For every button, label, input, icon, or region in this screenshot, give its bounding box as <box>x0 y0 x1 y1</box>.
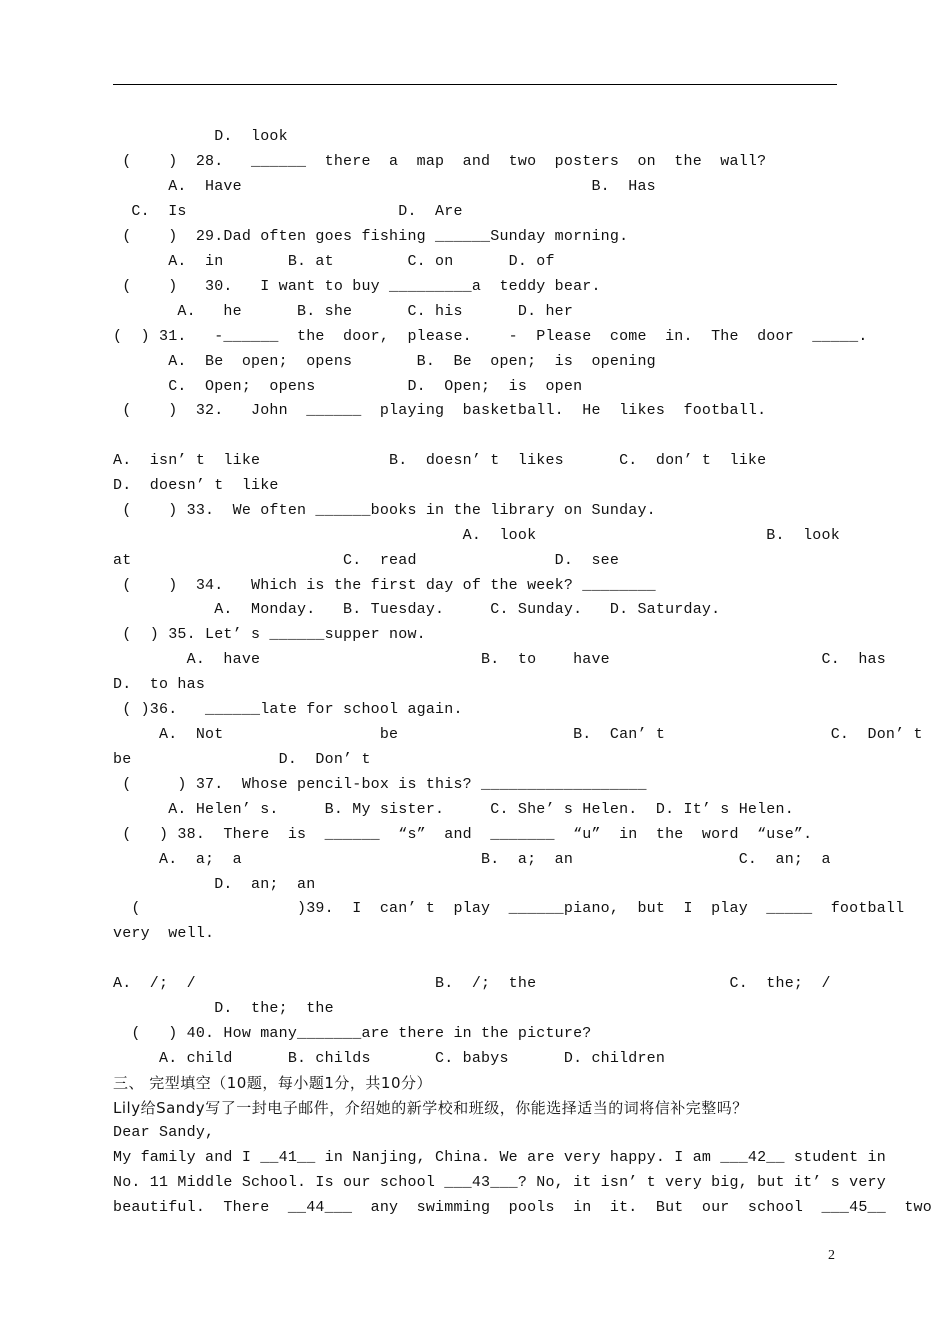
text-line: A. he B. she C. his D. her <box>113 303 574 320</box>
question-38: ( ) 38. There is ______ “s” and _______ “u” in the word “use”. <box>113 826 813 843</box>
question-33: ( ) 33. We often ______books in the library on Sunday. <box>113 502 656 519</box>
letter-greeting: Dear Sandy, <box>113 1124 215 1141</box>
blank-line <box>113 426 837 446</box>
text-line: A. a; a B. a; an C. an; a <box>113 851 831 868</box>
text-line: D. doesn’ t like <box>113 477 279 494</box>
question-32: ( ) 32. John ______ playing basketball. He likes football. <box>113 402 767 419</box>
text-line: A. Be open; opens B. Be open; is opening <box>113 353 656 370</box>
text-line: A. Not be B. Can’ t C. Don’ t <box>113 726 923 743</box>
letter-body-line: My family and I __41__ in Nanjing, China. We are very happy. I am ___42__ student in <box>113 1149 886 1166</box>
question-36: ( )36. ______late for school again. <box>113 701 463 718</box>
text-line: A. isn’ t like B. doesn’ t likes C. don’ t like <box>113 452 767 469</box>
text-line: D. an; an <box>113 876 316 893</box>
header-rule <box>113 84 837 85</box>
page-number: 2 <box>828 1248 835 1263</box>
text-line: A. child B. childs C. babys D. children <box>113 1050 666 1067</box>
question-39: ( )39. I can’ t play ______piano, but I play _____ football <box>113 900 905 917</box>
text-line: D. to has <box>113 676 206 693</box>
text-line: A. /; / B. /; the C. the; / <box>113 975 831 992</box>
section-heading: 三、 完型填空（10题，每小题1分，共10分） <box>113 1074 432 1092</box>
text-line: A. have B. to have C. has <box>113 651 886 668</box>
question-40: ( ) 40. How many_______are there in the picture? <box>113 1025 592 1042</box>
text-line: A. Have B. Has <box>113 178 656 195</box>
question-30: ( ) 30. I want to buy _________a teddy bear. <box>113 278 601 295</box>
question-31: ( ) 31. -______ the door, please. - Please come in. The door _____. <box>113 328 868 345</box>
text-line: C. Is D. Are <box>113 203 463 220</box>
letter-body-line: beautiful. There __44___ any swimming pools in it. But our school ___45__ two <box>113 1199 932 1216</box>
question-28: ( ) 28. ______ there a map and two posters on the wall? <box>113 153 767 170</box>
text-line: A. in B. at C. on D. of <box>113 253 555 270</box>
question-34: ( ) 34. Which is the first day of the week? ________ <box>113 577 656 594</box>
question-29: ( ) 29.Dad often goes fishing ______Sunday morning. <box>113 228 629 245</box>
text-line: D. the; the <box>113 1000 334 1017</box>
text-line: A. Helen’ s. B. My sister. C. She’ s Helen. D. It’ s Helen. <box>113 801 794 818</box>
text-line: A. look B. look <box>113 527 840 544</box>
question-37: ( ) 37. Whose pencil-box is this? __________________ <box>113 776 647 793</box>
text-line: very well. <box>113 925 215 942</box>
section-intro: Lily给Sandy写了一封电子邮件，介绍她的新学校和班级，你能选择适当的词将信补完整吗？ <box>113 1099 748 1117</box>
question-35: ( ) 35. Let’ s ______supper now. <box>113 626 426 643</box>
letter-body-line: No. 11 Middle School. Is our school ___43___? No, it isn’ t very big, but it’ s very <box>113 1174 886 1191</box>
text-line: C. Open; opens D. Open; is open <box>113 378 583 395</box>
text-line: at C. read D. see <box>113 552 620 569</box>
blank-line <box>113 949 837 969</box>
text-line: D. look <box>113 128 288 145</box>
text-line: A. Monday. B. Tuesday. C. Sunday. D. Saturday. <box>113 601 721 618</box>
text-line: be D. Don’ t <box>113 751 371 768</box>
